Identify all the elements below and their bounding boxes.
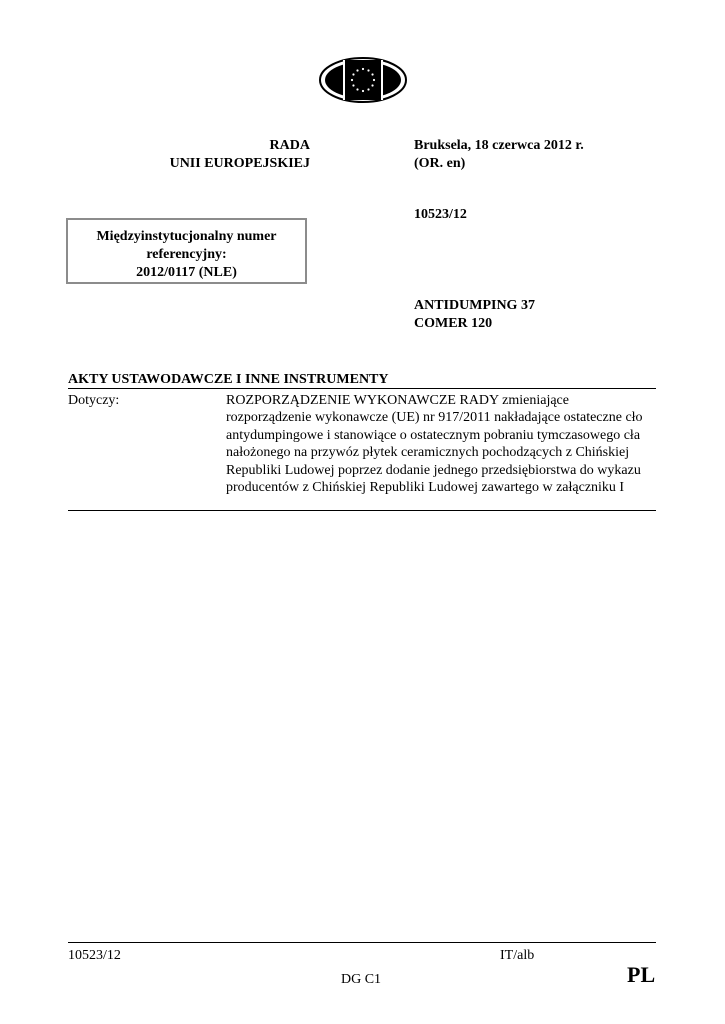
original-language: (OR. en) [414, 156, 466, 171]
code-antidumping: ANTIDUMPING 37 [414, 298, 535, 313]
star-icon [356, 69, 358, 71]
eu-council-logo-icon [319, 57, 407, 103]
reference-line-3: 2012/0117 (NLE) [136, 265, 237, 280]
star-icon [373, 79, 375, 81]
document-codes [414, 297, 535, 333]
star-icon [352, 84, 354, 86]
interinstitutional-reference-box [66, 218, 307, 284]
subject-label: Dotyczy: [68, 393, 120, 408]
council-line-2: UNII EUROPEJSKIEJ [169, 156, 310, 171]
star-icon [367, 88, 369, 90]
star-icon [352, 73, 354, 75]
star-icon [371, 73, 373, 75]
star-icon [356, 88, 358, 90]
section-bottom-rule [68, 510, 656, 511]
star-icon [362, 68, 364, 70]
reference-line-1: Międzyinstytucjonalny numer [96, 229, 277, 244]
place-date [414, 137, 584, 173]
reference-line-2: referencyjny: [146, 247, 227, 262]
document-number: 10523/12 [414, 207, 467, 222]
star-icon [367, 69, 369, 71]
footer-initials: IT/alb [500, 948, 535, 963]
code-comer: COMER 120 [414, 316, 493, 331]
section-top-rule [68, 388, 656, 389]
place-date-text: Bruksela, 18 czerwca 2012 r. [414, 138, 584, 153]
section-title: AKTY USTAWODAWCZE I INNE INSTRUMENTY [68, 372, 389, 387]
footer-doc-number: 10523/12 [68, 948, 121, 963]
council-line-1: RADA [269, 138, 310, 153]
footer-dg: DG C1 [341, 972, 382, 987]
footer-rule [68, 942, 656, 943]
council-name [140, 137, 310, 173]
subject-text: ROZPORZĄDZENIE WYKONAWCZE RADY zmieniające rozporządzenie wykonawcze (UE) nr 917/2011 nakładające ostateczne cło antydumpingowe i stanowiące o ostatecznym pobraniu tymczasowego cła nałożonego na przywóz płytek ceramicznych pochodzących z Chińskiej Republiki Ludowej poprzez dodanie jednego przedsiębiorstwa do wykazu producentów z Chińskiej Republiki Ludowej zawartego w załączniku I [226, 393, 643, 496]
footer-language: PL [627, 962, 656, 987]
star-icon [351, 79, 353, 81]
star-icon [362, 90, 364, 92]
star-icon [371, 84, 373, 86]
